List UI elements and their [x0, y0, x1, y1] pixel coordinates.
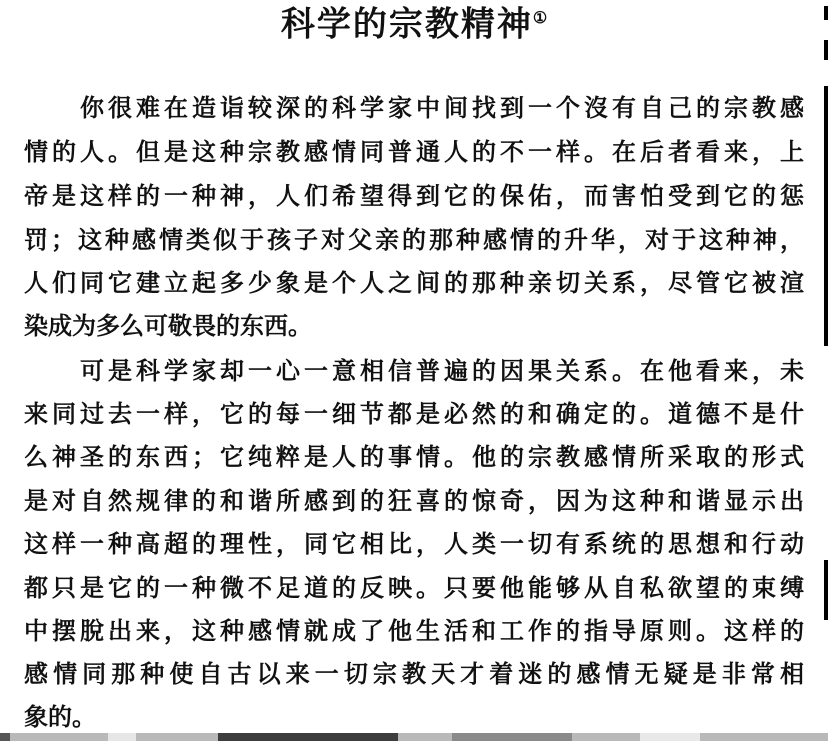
scan-edge-mark: [824, 6, 828, 20]
paragraph-2-line-2: 来同过去一样，它的每一细节都是必然的和确定的。道德不是什: [24, 399, 804, 428]
scan-edge-segment: [0, 733, 10, 741]
paragraph-1-line-1: 你很难在造诣较深的科学家中间找到一个沒有自己的宗教感: [80, 93, 804, 122]
scan-edge-segment: [640, 733, 700, 741]
paragraph-2-line-7: 中摆脫出来，这种感情就成了他生活和工作的指导原则。这样的: [24, 616, 804, 645]
paragraph-2-line-1: 可是科学家却一心一意相信普遍的因果关系。在他看来，未: [80, 356, 804, 385]
scan-edge-mark: [824, 40, 828, 60]
paragraph-1-line-6: 染成为多么可敬畏的东西。: [24, 311, 312, 340]
scan-edge-mark: [824, 560, 828, 620]
paragraph-2-line-4: 是对自然规律的和谐所感到的狂喜的惊奇，因为这种和谐显示出: [24, 486, 804, 515]
scan-edge-segment: [108, 733, 136, 741]
scan-edge-mark: [824, 86, 828, 346]
title-text: 科学的宗教精神: [280, 4, 533, 45]
paragraph-2-line-5: 这样一种高超的理性，同它相比，人类一切有系统的思想和行动: [24, 529, 804, 558]
paragraph-1-line-4: 罚；这种感情类似于孩子对父亲的那种感情的升华，对于这种神，: [24, 225, 804, 254]
scan-edge-segment: [218, 733, 398, 741]
paragraph-1-line-5: 人们同它建立起多少象是个人之间的那种亲切关系，尽管它被渲: [24, 268, 804, 297]
paragraph-1-line-3: 帝是这样的一种神，人们希望得到它的保佑，而害怕受到它的惩: [24, 181, 804, 210]
footnote-marker: ①: [532, 8, 548, 27]
scan-edge-segment: [452, 733, 572, 741]
paragraph-2-line-6: 都只是它的一种微不足道的反映。只要他能够从自私欲望的束缚: [24, 573, 804, 602]
scan-bottom-edge: [0, 733, 828, 741]
paragraph-2-line-8: 感情同那种使自古以来一切宗教天才着迷的感情无疑是非常相: [24, 659, 804, 688]
paragraph-2-line-3: 么神圣的东西；它纯粹是人的事情。他的宗教感情所采取的形式: [24, 442, 804, 471]
paragraph-2-line-9: 象的。: [24, 702, 96, 731]
page-title: [0, 0, 828, 48]
paragraph-1-line-2: 情的人。但是这种宗教感情同普通人的不一样。在后者看来，上: [24, 137, 804, 166]
